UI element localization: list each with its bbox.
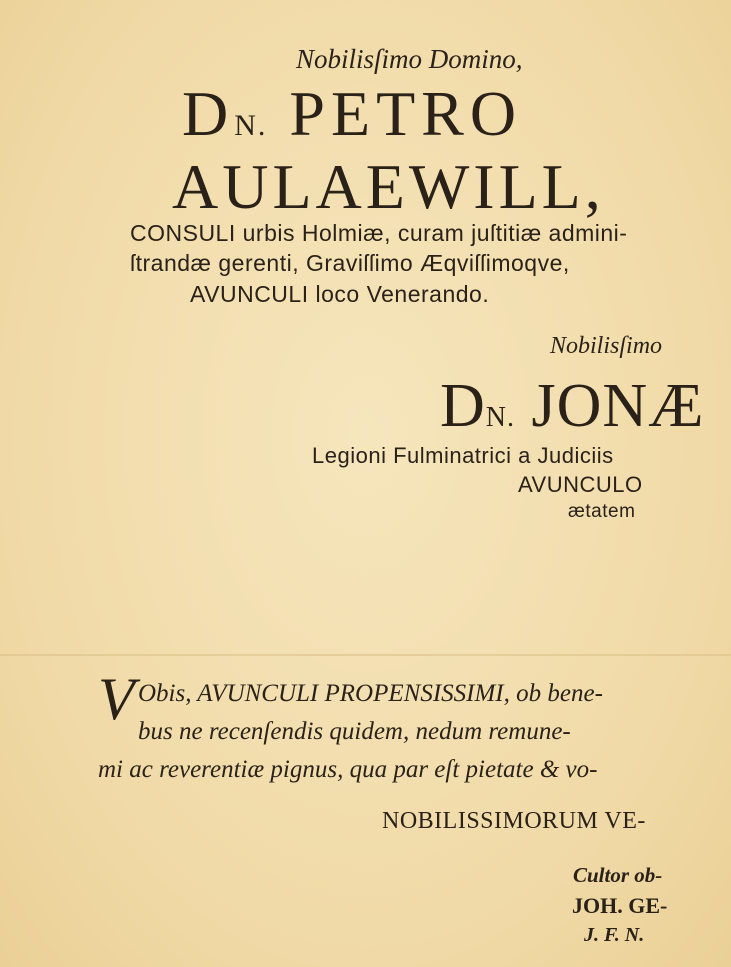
second-dedication-line-1: Legioni Fulminatrici a Judiciis — [312, 443, 614, 468]
recipient-second-name-line — [440, 372, 705, 440]
signature-line-2: JOH. GE- — [572, 893, 668, 918]
salutation-second: Nobilisſimo — [550, 333, 663, 359]
recipient-surname: AULAEWILL, — [172, 151, 605, 222]
honorific-suffix: N. — [234, 109, 268, 142]
honorific-d: D — [182, 78, 235, 149]
drop-cap: V — [98, 666, 135, 732]
honorific-suffix-2: N. — [485, 402, 516, 433]
paragraph-line-2: bus ne recenſendis quidem, nedum remune- — [138, 718, 571, 745]
dedication-line-3: AVUNCULI loco Venerando. — [190, 281, 490, 307]
honorific-d-2: D — [440, 372, 486, 440]
first-name: PETRO — [289, 78, 523, 149]
signature-line-1: Cultor ob- — [573, 863, 663, 887]
second-dedication-line-2: AVUNCULO — [518, 472, 643, 497]
recipient-first-name-line — [182, 78, 523, 149]
signature-line-3: J. F. N. — [584, 924, 645, 946]
dedication-line-1: CONSULI urbis Holmiæ, curam juſtitiæ admini- — [130, 220, 628, 246]
dedication-line-2: ſtrandæ gerenti, Graviſſimo Æqviſſimoqve, — [130, 250, 570, 276]
paragraph-line-1: Obis, AVUNCULI PROPENSISSIMI, ob bene- — [138, 680, 603, 707]
paragraph-line-3: mi ac reverentiæ pignus, qua par eſt pietate & vo- — [98, 756, 598, 783]
second-dedication-line-3: ætatem — [568, 501, 636, 522]
second-name: JONÆ — [531, 372, 705, 440]
salutation-first: Nobilisſimo Domino, — [296, 44, 523, 74]
closing-line: NOBILISSIMORUM VE- — [382, 808, 646, 834]
